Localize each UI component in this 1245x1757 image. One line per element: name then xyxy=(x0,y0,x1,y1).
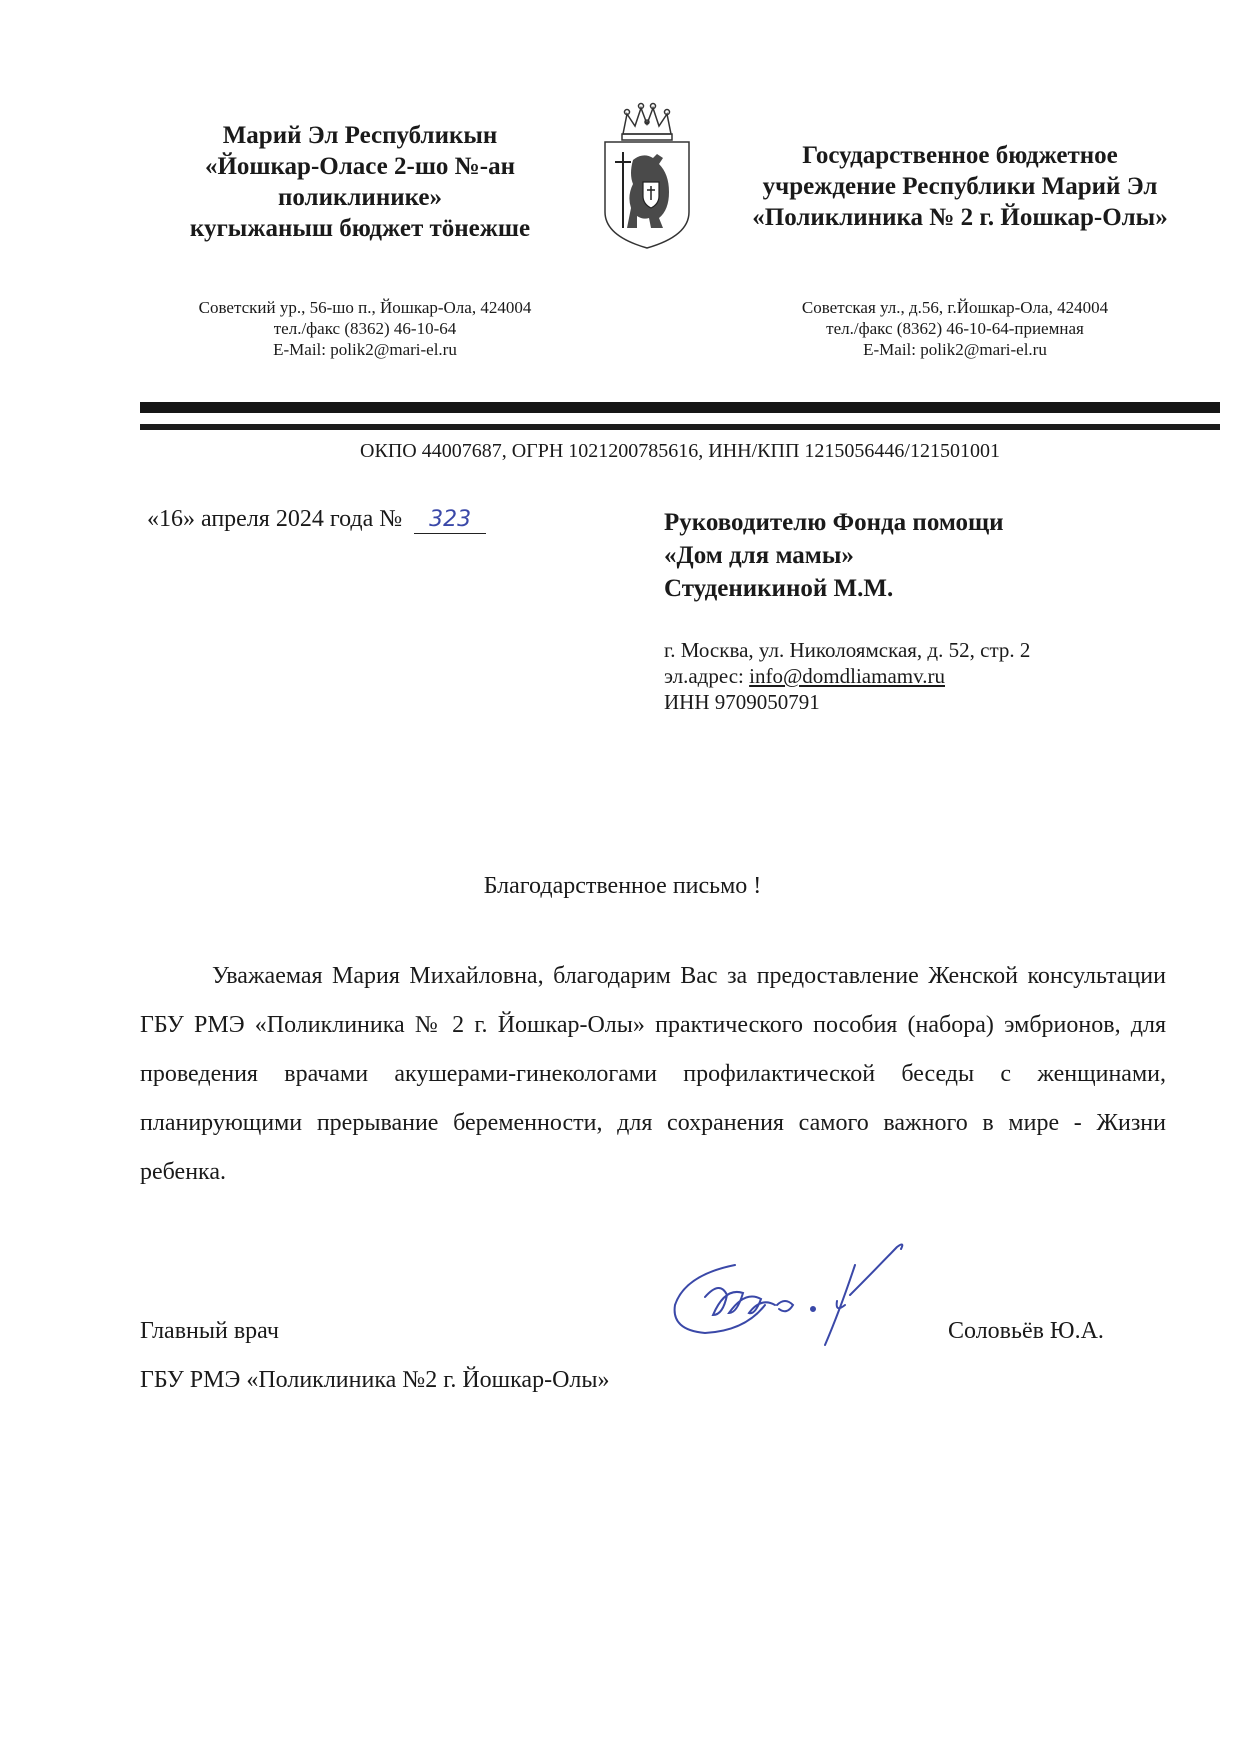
recipient-email-link[interactable]: info@domdliamamv.ru xyxy=(749,664,945,688)
header-left-title xyxy=(150,120,570,244)
recipient-email-line xyxy=(664,663,1030,689)
header-divider-thin xyxy=(140,424,1220,430)
recipient-line: Студеникиной М.М. xyxy=(664,575,894,602)
header-left-address-line: тел./факс (8362) 46-10-64 xyxy=(273,319,457,338)
header-right-title-line: учреждение Республики Марий Эл xyxy=(762,173,1158,200)
handwritten-signature-icon xyxy=(665,1235,965,1360)
registration-number: 323 xyxy=(414,507,486,534)
header-right-title-line: «Поликлиника № 2 г. Йошкар-Олы» xyxy=(752,204,1168,231)
recipient-address-block xyxy=(664,637,1030,715)
header-left-title-line: «Йошкар-Оласе 2-шо №-ан xyxy=(204,153,516,180)
header-right-title xyxy=(700,140,1220,233)
header-left-title-line: поликлинике» xyxy=(277,184,443,211)
signatory-position: Главный врач xyxy=(140,1318,279,1344)
header-right-title-line: Государственное бюджетное xyxy=(802,142,1118,169)
header-right-address-line: Советская ул., д.56, г.Йошкар-Ола, 424004 xyxy=(801,298,1109,317)
letter-date: «16» апреля 2024 года № xyxy=(147,506,403,532)
header-right-address xyxy=(740,297,1170,360)
recipient-address: г. Москва, ул. Николоямская, д. 52, стр. 2 xyxy=(664,638,1031,662)
recipient-line: «Дом для мамы» xyxy=(664,542,854,569)
header-left-address-line: E-Mail: polik2@mari-el.ru xyxy=(273,340,457,359)
header-left-title-line: Марий Эл Республикын xyxy=(222,122,498,149)
header-left-address xyxy=(150,297,580,360)
header-right-address-line: E-Mail: polik2@mari-el.ru xyxy=(863,340,1047,359)
header-divider-thick xyxy=(140,402,1220,413)
signatory-name: Соловьёв Ю.А. xyxy=(948,1318,1104,1344)
mari-el-coat-of-arms-icon xyxy=(597,100,697,250)
signatory-block xyxy=(140,1307,610,1405)
recipient-inn: ИНН 9709050791 xyxy=(664,690,820,714)
recipient-block xyxy=(664,506,1004,605)
header-left-address-line: Советский ур., 56-шо п., Йошкар-Ола, 424004 xyxy=(198,298,532,317)
signatory-organization: ГБУ РМЭ «Поликлиника №2 г. Йошкар-Олы» xyxy=(140,1367,610,1393)
recipient-email-label: эл.адрес: xyxy=(664,664,750,688)
letter-body: Уважаемая Мария Михайловна, благодарим Вас за предоставление Женской консультации ГБУ РМЭ «Поликлиника № 2 г. Йошкар-Олы» практического пособия (набора) эмбрионов, для проведения врачами акушерами-гинекологами профилактической беседы с женщинами, планирующими прерывание беременности, для сохранения самого важного в мире - Жизни ребенка. xyxy=(140,963,1166,1185)
recipient-line: Руководителю Фонда помощи xyxy=(664,509,1004,536)
letter-title: Благодарственное письмо ! xyxy=(483,873,762,899)
organization-codes: ОКПО 44007687, ОГРН 1021200785616, ИНН/КПП 1215056446/121501001 xyxy=(360,440,1000,462)
date-line xyxy=(147,506,486,534)
header-left-title-line: кугыжаныш бюджет тӧнежше xyxy=(189,215,531,242)
header-right-address-line: тел./факс (8362) 46-10-64-приемная xyxy=(826,319,1084,338)
